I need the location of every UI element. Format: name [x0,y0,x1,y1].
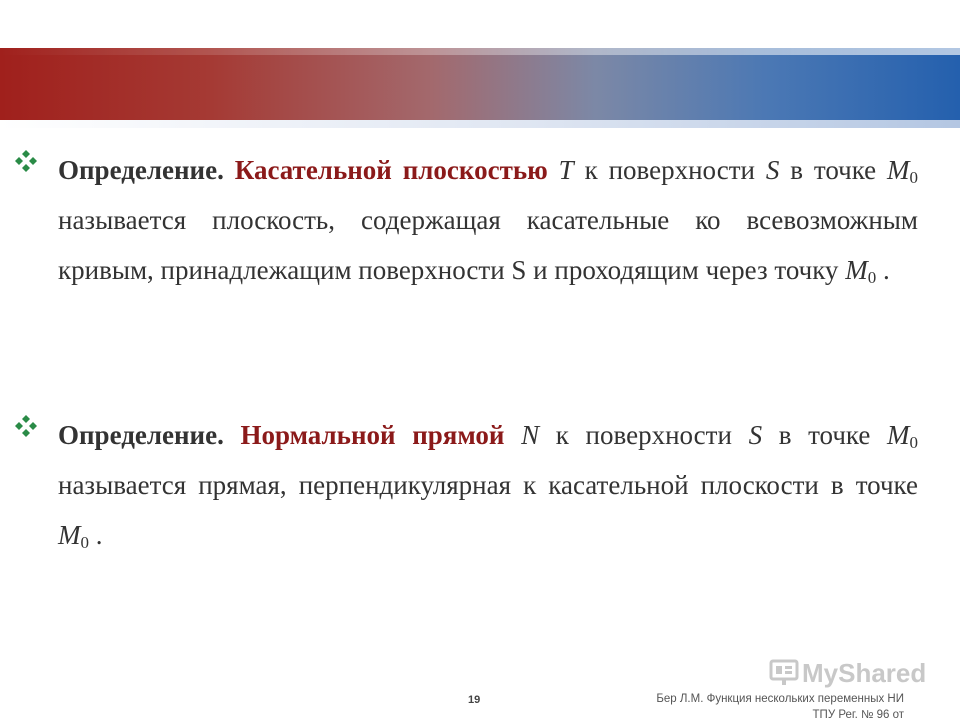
symbol-m: M [845,255,868,285]
symbol-t: T [558,155,574,185]
definition-text [58,410,918,560]
footer-note: Бер Л.М. Функция нескольких переменных НИ ТПУ Рег. № 96 от [656,693,904,721]
text-segment: к поверхности [539,420,749,450]
subscript-zero: 0 [909,168,919,187]
text-segment: к поверхности [573,155,766,185]
subscript-zero: 0 [867,268,877,287]
symbol-m: M [887,155,910,185]
definition-normal-line [14,410,918,560]
four-diamond-bullet-icon [14,149,38,173]
definition-text [58,145,918,295]
text-segment: . [89,520,103,550]
header-banner-shadow [0,120,960,128]
symbol-m: M [887,420,910,450]
defined-term: Касательной плоскостью [234,155,548,185]
definition-label: Определение. [58,155,224,185]
text-segment: в точке [762,420,887,450]
symbol-s: S [765,155,780,185]
page-number: 19 [468,694,481,706]
text-segment: называется прямая, перпендикулярная к касательной плоскости в точке [58,470,918,500]
definition-label: Определение. [58,420,224,450]
text-segment: . [876,255,890,285]
defined-term: Нормальной прямой [240,420,505,450]
symbol-m: M [58,520,81,550]
watermark-logo [768,656,926,690]
header-banner-highlight [0,48,960,55]
symbol-s: S [748,420,763,450]
subscript-zero: 0 [909,433,918,452]
text-segment: называется плоскость, содержащая касательные ко всевозможным кривым, принадлежащим поверхности S и проходящим через точку [58,205,918,285]
four-diamond-bullet-icon [14,414,38,438]
watermark-text: MyShared [802,657,927,688]
projector-icon [768,657,800,689]
symbol-n: N [521,420,540,450]
definition-tangent-plane [14,145,918,295]
subscript-zero: 0 [80,533,89,552]
header-banner [0,48,960,120]
text-segment: в точке [779,155,888,185]
